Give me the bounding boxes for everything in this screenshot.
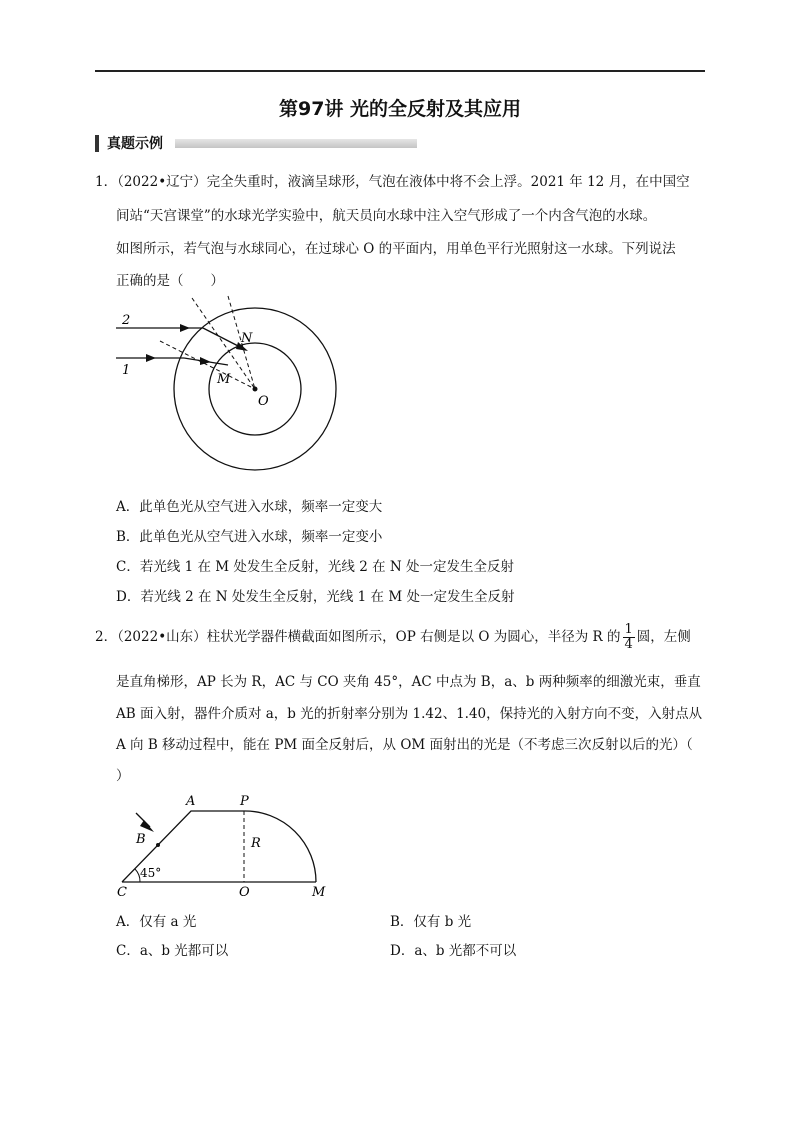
q2-line-1 xyxy=(95,622,691,652)
point-c-label: C xyxy=(117,885,127,900)
quarter-fraction xyxy=(623,623,635,652)
q2-option-b: B．仅有 b 光 xyxy=(390,914,472,930)
point-m-label: M xyxy=(217,372,231,387)
ray-1-arrow xyxy=(146,354,156,362)
page-title: 第97讲 光的全反射及其应用 xyxy=(278,98,522,120)
point-p-label: P xyxy=(240,794,249,809)
section-shade-bar xyxy=(175,139,417,148)
q1-option-d: D．若光线 2 在 N 处发生全反射，光线 1 在 M 处一定发生全反射 xyxy=(116,589,515,605)
radius-r-label: R xyxy=(251,836,261,851)
q2-line-3: AB 面入射，器件介质对 a，b 光的折射率分别为 1.42、1.40，保持光的入射方向不变，入射点从 xyxy=(116,706,703,722)
center-dot xyxy=(253,387,258,392)
incident-arrow xyxy=(140,820,154,832)
section-heading xyxy=(95,133,417,153)
q2-option-d: D．a、b 光都不可以 xyxy=(390,943,517,959)
q2-line-1-start: 2．（2022•山东）柱状光学器件横截面如图所示，OP 右侧是以 O 为圆心，半径为 R 的 xyxy=(95,629,621,645)
q2-line-4: A 向 B 移动过程中，能在 PM 面全反射后，从 OM 面射出的光是（不考虑三次反射以后的光）（ xyxy=(116,737,693,753)
q1-option-a: A．此单色光从空气进入水球，频率一定变大 xyxy=(116,499,383,515)
q1-line-1: 1．（2022•辽宁）完全失重时，液滴呈球形，气泡在液体中将不会上浮。2021 年 12 月，在中国空 xyxy=(95,174,690,190)
q2-option-a: A．仅有 a 光 xyxy=(116,914,197,930)
point-a-label: A xyxy=(186,794,196,809)
q2-figure xyxy=(110,790,340,900)
section-marker xyxy=(95,135,99,152)
q1-figure xyxy=(100,288,360,473)
point-o-label: O xyxy=(239,885,250,900)
ray-1-label: 1 xyxy=(122,363,131,378)
q2-line-5: ） xyxy=(116,768,130,784)
ray-2-arrow xyxy=(180,324,190,332)
point-b-label: B xyxy=(136,832,146,847)
section-label: 真题示例 xyxy=(107,136,163,152)
point-n-label: N xyxy=(241,331,253,346)
q1-line-4: 正确的是（ ） xyxy=(116,273,224,289)
ray-2-label: 2 xyxy=(122,313,131,328)
q1-line-2: 间站“天宫课堂”的水球光学实验中，航天员向水球中注入空气形成了一个内含气泡的水球。 xyxy=(116,208,657,224)
point-b-dot xyxy=(156,843,160,847)
q1-option-c: C．若光线 1 在 M 处发生全反射，光线 2 在 N 处一定发生全反射 xyxy=(116,559,514,575)
fraction-numerator: 1 xyxy=(624,622,633,637)
angle-label: 45° xyxy=(140,866,162,880)
header-rule xyxy=(95,70,705,72)
q1-option-b: B．此单色光从空气进入水球，频率一定变小 xyxy=(116,529,383,545)
fraction-denominator: 4 xyxy=(624,637,633,652)
q1-line-3: 如图所示，若气泡与水球同心，在过球心 O 的平面内，用单色平行光照射这一水球。下列说法 xyxy=(116,241,676,257)
q2-line-1-end: 圆，左侧 xyxy=(636,629,691,645)
point-o-label: O xyxy=(258,394,269,409)
q2-line-2: 是直角梯形，AP 长为 R，AC 与 CO 夹角 45°，AC 中点为 B，a、b 两种频率的细激光束，垂直 xyxy=(116,674,701,690)
q2-option-c: C．a、b 光都可以 xyxy=(116,943,229,959)
point-m-label: M xyxy=(312,885,326,900)
